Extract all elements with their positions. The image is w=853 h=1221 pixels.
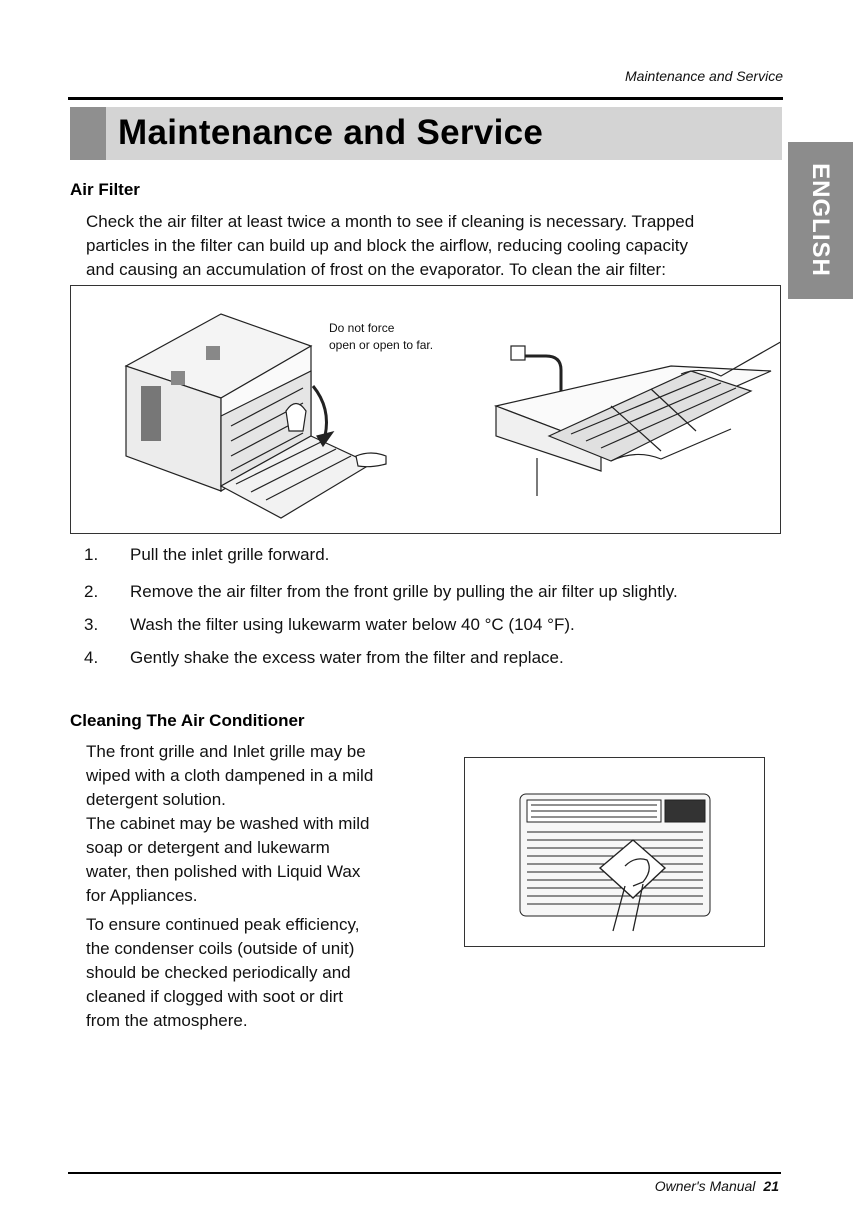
language-tab-label: ENGLISH xyxy=(807,163,834,277)
cleaning-paragraph-2 xyxy=(86,913,446,1033)
air-filter-intro xyxy=(86,210,786,282)
text-line: cleaned if clogged with soot or dirt xyxy=(86,987,344,1006)
wiping-grille-illustration xyxy=(465,758,764,946)
step-number: 2. xyxy=(84,582,99,601)
step-text: Remove the air filter from the front grille by pulling the air filter up slightly. xyxy=(130,582,678,601)
title-accent-block xyxy=(70,107,106,160)
text-line: soap or detergent and lukewarm xyxy=(86,838,330,857)
intro-line: Check the air filter at least twice a month to see if cleaning is necessary. Trapped xyxy=(86,212,695,231)
step-text: Pull the inlet grille forward. xyxy=(130,545,330,564)
header-rule xyxy=(68,97,783,100)
title-bar xyxy=(70,107,782,160)
running-header: Maintenance and Service xyxy=(625,68,783,84)
text-line: the condenser coils (outside of unit) xyxy=(86,939,355,958)
step-item xyxy=(84,648,564,668)
language-tab xyxy=(788,142,853,299)
intro-line: and causing an accumulation of frost on the evaporator. To clean the air filter: xyxy=(86,260,666,279)
text-line: from the atmosphere. xyxy=(86,1011,248,1030)
cleaning-heading: Cleaning The Air Conditioner xyxy=(70,711,305,730)
intro-line: particles in the filter can build up and block the airflow, reducing cooling capacity xyxy=(86,236,688,255)
step-item xyxy=(84,545,329,565)
caution-note-line: Do not force xyxy=(329,321,395,335)
text-line: wiped with a cloth dampened in a mild xyxy=(86,766,374,785)
caution-note-line: open or open to far. xyxy=(329,338,434,352)
manual-title: Owner's Manual xyxy=(654,1178,756,1194)
air-filter-heading: Air Filter xyxy=(70,180,140,199)
text-line: The cabinet may be washed with mild xyxy=(86,814,370,833)
step-number: 3. xyxy=(84,615,99,634)
page-title: Maintenance and Service xyxy=(118,113,544,152)
air-filter-figure xyxy=(70,285,781,534)
step-number: 1. xyxy=(84,545,99,564)
cleaning-paragraph-1 xyxy=(86,740,446,908)
step-item xyxy=(84,582,678,602)
step-number: 4. xyxy=(84,648,99,667)
text-line: detergent solution. xyxy=(86,790,226,809)
cleaning-figure xyxy=(464,757,765,947)
text-line: should be checked periodically and xyxy=(86,963,351,982)
text-line: water, then polished with Liquid Wax xyxy=(86,862,361,881)
caution-note xyxy=(329,320,433,354)
text-line: The front grille and Inlet grille may be xyxy=(86,742,366,761)
step-text: Gently shake the excess water from the filter and replace. xyxy=(130,648,564,667)
step-item xyxy=(84,615,575,635)
footer-rule xyxy=(68,1172,781,1174)
step-text: Wash the filter using lukewarm water below 40 °C (104 °F). xyxy=(130,615,575,634)
page-number: 21 xyxy=(763,1178,779,1194)
page-footer xyxy=(655,1178,779,1194)
text-line: for Appliances. xyxy=(86,886,198,905)
text-line: To ensure continued peak efficiency, xyxy=(86,915,360,934)
